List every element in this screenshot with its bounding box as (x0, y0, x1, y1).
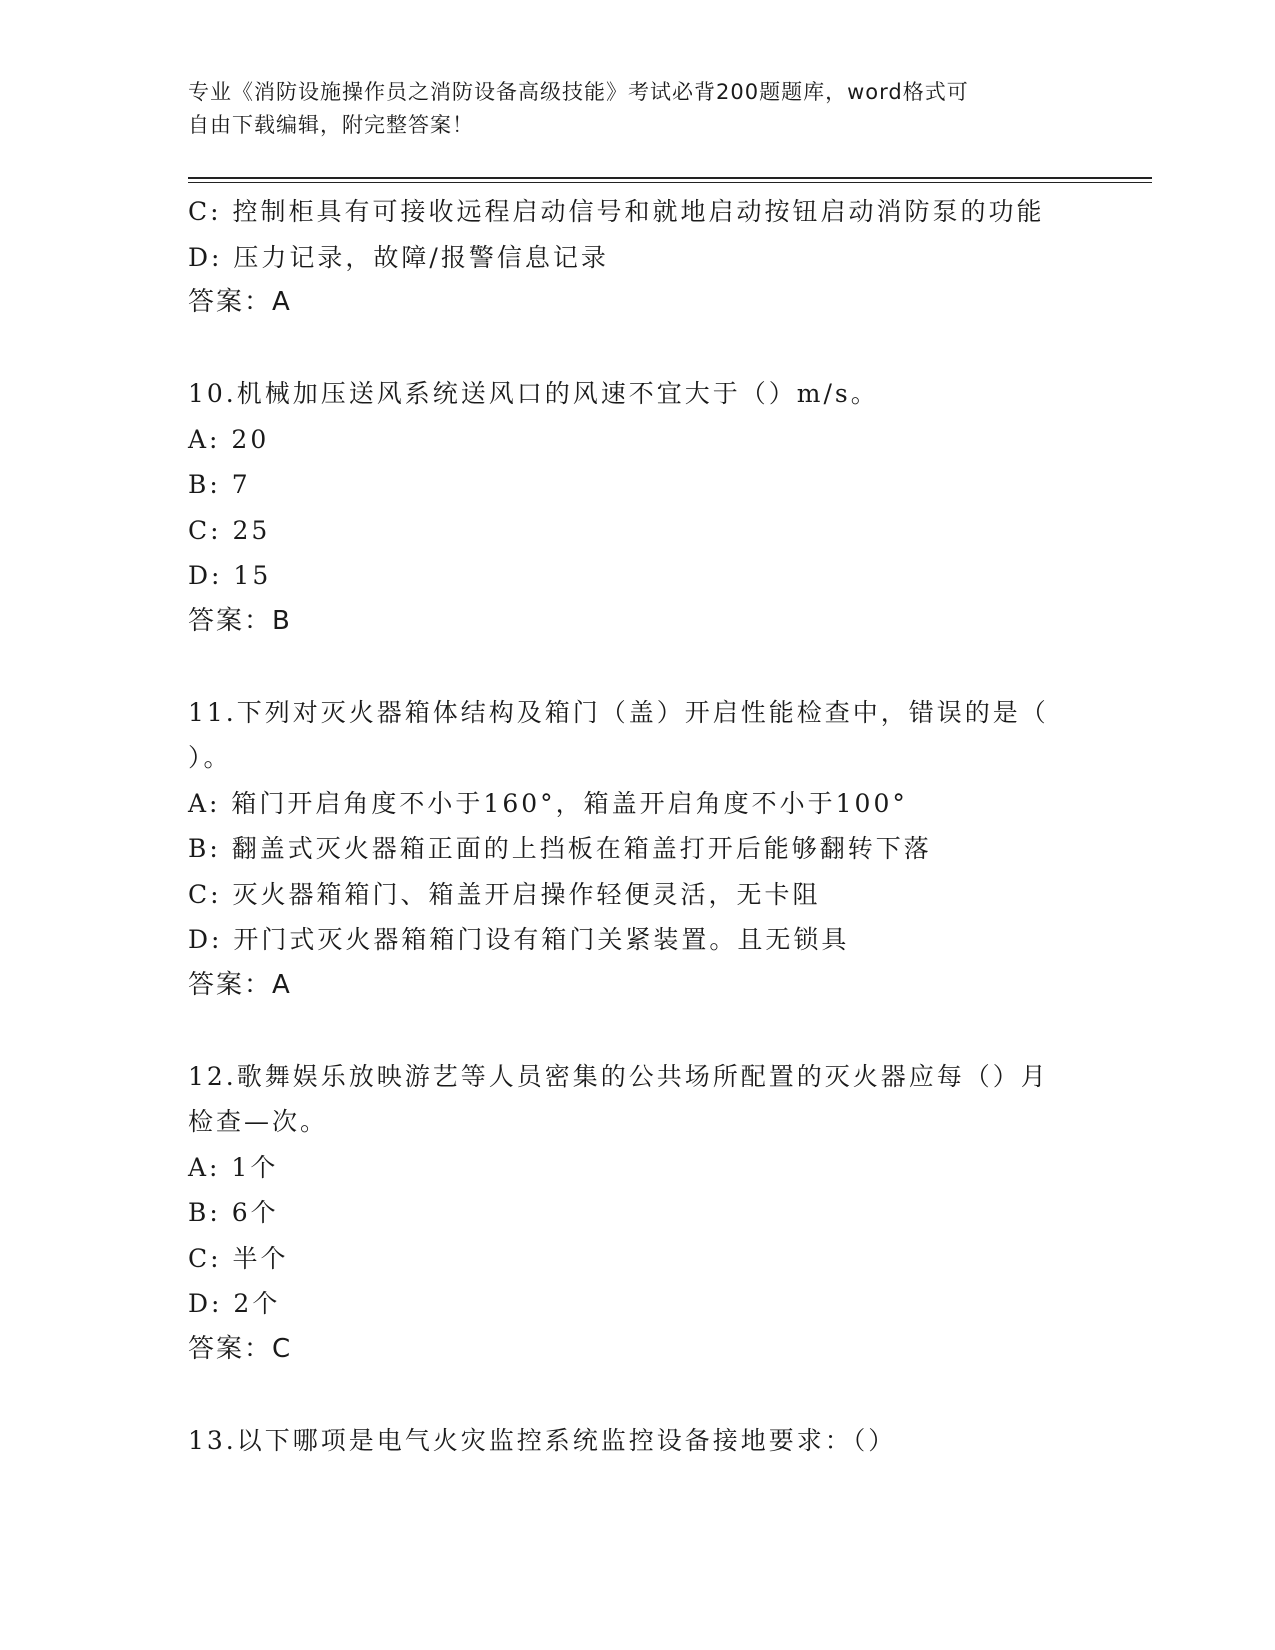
option-b: B: 翻盖式灭火器箱正面的上挡板在箱盖打开后能够翻转下落 (188, 834, 932, 863)
header-divider-thin (188, 182, 1152, 183)
option-c: C: 灭火器箱箱门、箱盖开启操作轻便灵活，无卡阻 (188, 879, 821, 909)
header-line-2: 自由下载编辑，附完整答案！ (188, 113, 474, 137)
option-c: C: 25 (188, 515, 271, 545)
option-d: D: 15 (188, 561, 272, 590)
option-c: C: 半个 (188, 1243, 289, 1273)
question-list (188, 189, 1088, 1463)
option-a: A: 箱门开启角度不小于160°，箱盖开启角度不小于100° (188, 788, 908, 818)
header-divider-thick (188, 177, 1152, 179)
answer-label: 答案：B (188, 605, 292, 636)
option-a: A: 1个 (188, 1152, 279, 1182)
question-stem: 11.下列对灭火器箱体结构及箱门（盖）开启性能检查中，错误的是（ (188, 697, 1049, 727)
question-stem-continued: 检查—次。 (188, 1107, 329, 1136)
option-d: D: 2个 (188, 1289, 281, 1318)
document-header (188, 76, 1068, 142)
question-stem: 12.歌舞娱乐放映游艺等人员密集的公共场所配置的灭火器应每（）月 (188, 1061, 1049, 1091)
question-stem: 10.机械加压送风系统送风口的风速不宜大于（）m/s。 (188, 379, 879, 408)
option-b: B: 6个 (188, 1198, 279, 1227)
option-d: D: 开门式灭火器箱箱门设有箱门关紧装置。且无锁具 (188, 925, 850, 954)
answer-label: 答案：A (188, 287, 292, 317)
question-stem-continued: ）。 (188, 743, 232, 772)
option-d: D: 压力记录，故障/报警信息记录 (188, 242, 609, 272)
question-stem: 13.以下哪项是电气火灾监控系统监控设备接地要求：（） (188, 1425, 897, 1455)
header-line-1: 专业《消防设施操作员之消防设备高级技能》考试必背200题题库，word格式可 (188, 80, 969, 104)
answer-label: 答案：C (188, 1333, 293, 1364)
option-a: A: 20 (188, 424, 270, 454)
option-c: C: 控制柜具有可接收远程启动信号和就地启动按钮启动消防泵的功能 (188, 197, 1045, 226)
answer-label: 答案：A (188, 969, 292, 1000)
option-b: B: 7 (188, 470, 251, 499)
